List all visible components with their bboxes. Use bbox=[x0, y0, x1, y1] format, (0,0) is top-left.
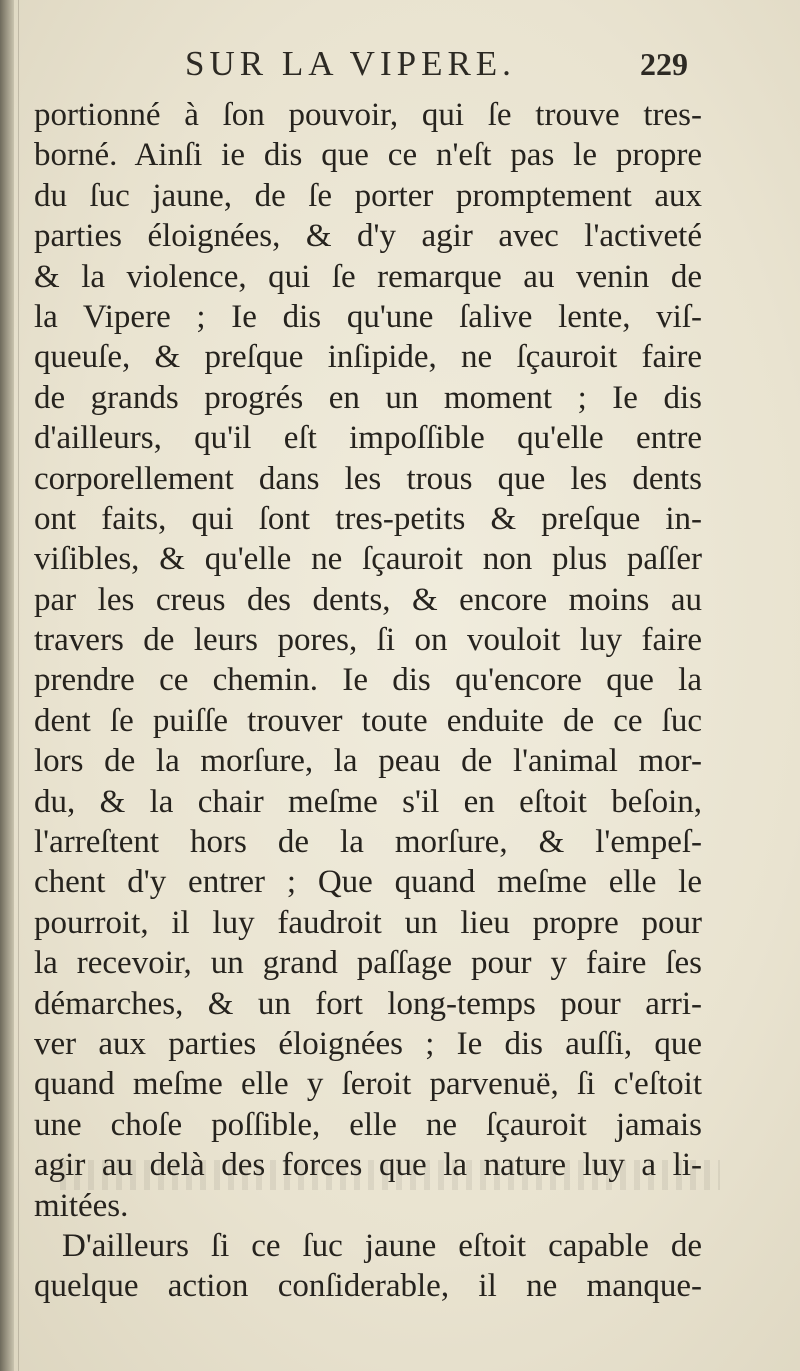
text-line: quelque action conſiderable, il ne manque- bbox=[34, 1268, 702, 1305]
text-line: quand meſme elle y ſeroit parvenuë, ſi c'eſtoit bbox=[34, 1066, 702, 1103]
text-line: parties éloignées, & d'y agir avec l'activeté bbox=[34, 218, 702, 255]
body-text bbox=[34, 95, 702, 1307]
text-line: dent ſe puiſſe trouver toute enduite de ce ſuc bbox=[34, 702, 702, 739]
text-line: une choſe poſſible, elle ne ſçauroit jamais bbox=[34, 1106, 702, 1143]
text-line: par les creus des dents, & encore moins au bbox=[34, 581, 702, 618]
text-line: chent d'y entrer ; Que quand meſme elle le bbox=[34, 864, 702, 901]
text-line: la Vipere ; Ie dis qu'une ſalive lente, viſ- bbox=[34, 298, 702, 335]
text-line: démarches, & un fort long-temps pour arri- bbox=[34, 985, 702, 1022]
book-gutter bbox=[0, 0, 14, 1371]
text-line-paragraph-end: mitées. bbox=[34, 1187, 129, 1224]
text-line: ont faits, qui ſont tres-petits & preſque in- bbox=[34, 500, 702, 537]
text-line-paragraph-start: D'ailleurs ſi ce ſuc jaune eſtoit capable de bbox=[62, 1227, 702, 1264]
text-line: pourroit, il luy faudroit un lieu propre pour bbox=[34, 904, 702, 941]
text-line: d'ailleurs, qu'il eſt impoſſible qu'elle entre bbox=[34, 420, 702, 457]
text-line: travers de leurs pores, ſi on vouloit luy faire bbox=[34, 622, 702, 659]
text-line: & la violence, qui ſe remarque au venin de bbox=[34, 258, 702, 295]
text-line: de grands progrés en un moment ; Ie dis bbox=[34, 379, 702, 416]
text-line: portionné à ſon pouvoir, qui ſe trouve tres- bbox=[34, 97, 702, 133]
text-line: prendre ce chemin. Ie dis qu'encore que la bbox=[34, 662, 702, 699]
gutter-edge bbox=[18, 0, 19, 1371]
text-line: borné. Ainſi ie dis que ce n'eſt pas le propre bbox=[34, 137, 702, 174]
text-line: viſibles, & qu'elle ne ſçauroit non plus paſſer bbox=[34, 541, 702, 578]
text-line: queuſe, & preſque inſipide, ne ſçauroit faire bbox=[34, 339, 702, 376]
text-line: la recevoir, un grand paſſage pour y faire ſes bbox=[34, 945, 702, 982]
text-line: l'arreſtent hors de la morſure, & l'empeſ- bbox=[34, 824, 702, 861]
text-line: agir au delà des forces que la nature luy a li- bbox=[34, 1147, 702, 1184]
text-line: corporellement dans les trous que les dents bbox=[34, 460, 702, 497]
text-line: du, & la chair meſme s'il en eſtoit beſoin, bbox=[34, 783, 702, 820]
text-line: lors de la morſure, la peau de l'animal mor- bbox=[34, 743, 702, 780]
running-title: SUR LA VIPERE. bbox=[185, 44, 516, 83]
text-line: ver aux parties éloignées ; Ie dis auſſi, que bbox=[34, 1025, 702, 1062]
text-line: du ſuc jaune, de ſe porter promptement aux bbox=[34, 177, 702, 214]
running-head bbox=[0, 44, 800, 94]
page-number: 229 bbox=[640, 46, 688, 82]
